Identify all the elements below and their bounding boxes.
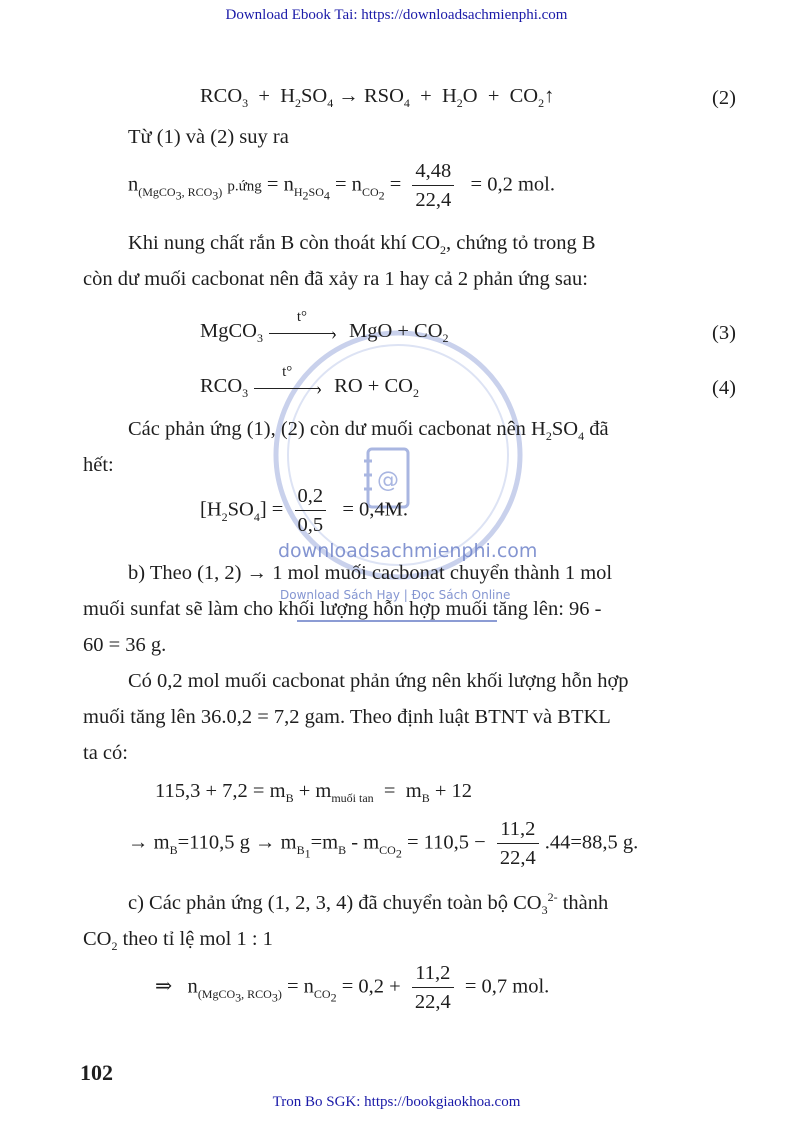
paragraph-line: Các phản ứng (1), (2) còn dư muối cacbonat nên $H_2SO_4$ đã	[128, 418, 609, 444]
equation-3: MgCO$_3$ t° › MgO + $CO_2$	[200, 309, 449, 346]
equation-2-tag: (2)	[712, 87, 736, 109]
equation-3-tag: (3)	[712, 322, 736, 344]
paragraph-line: còn dư muối cacbonat nên đã xảy ra 1 hay cả 2 phản ứng sau:	[83, 268, 588, 290]
header-link[interactable]: Download Ebook Tai: https://downloadsachmienphi.com	[225, 7, 568, 23]
watermark-title: downloadsachmienphi.com	[278, 540, 538, 562]
equation-4: $RCO_3$ t° › RO + $CO_2$	[200, 364, 419, 401]
paragraph-line: Từ (1) và (2) suy ra	[128, 126, 289, 148]
formula-mass-b: → $m_B=110,5$ $g \to m_{B_1}=m_B - m_{CO_2} = 110,5$ − $\frac{11,2}{22,4}$ .44=88,5 g.	[128, 818, 639, 869]
paragraph-line: $CO_2$ theo tỉ lệ mol 1 : 1	[83, 928, 273, 954]
fraction: $\frac{0,2}{0,5}$	[295, 485, 327, 537]
paragraph-line: muối sunfat sẽ làm cho khối lượng hỗn hợp muối tăng lên: 96 -	[83, 598, 602, 620]
paragraph-line: 60 = 36 g.	[83, 634, 167, 656]
paragraph-line: b) Theo (1, 2) → 1 mol muối cacbonat chuyển thành 1 mol	[128, 562, 613, 584]
paragraph-line: c) Các phản ứng (1, 2, 3, 4) đã chuyển toàn bộ $CO_3^{2-}$ thành	[128, 890, 609, 918]
formula-concentration: $[H_2SO_4]$ = $\frac{0,2}{0,5}$ = 0,4M.	[200, 485, 409, 536]
paragraph-line: Có 0,2 mol muối cacbonat phản ứng nên khối lượng hỗn hợp	[128, 670, 629, 692]
formula-n-reacted: $n_{(MgCO_3, RCO_3)}$ p.ứng = $n_{H_2SO_4} = n_{CO_2}$ = $\frac{4,48}{22,4}$ = 0,2 mol.	[128, 160, 555, 211]
fraction: $\frac{11,2}{22,4}$	[497, 818, 539, 870]
paragraph-line: Khi nung chất rắn B còn thoát khí $CO_2$, chứng tỏ trong B	[128, 232, 596, 258]
equation-2: $RCO_3 + H_2SO_4 \to RSO_4 + H_2O$ + $CO_2↑$	[200, 85, 555, 111]
fraction: $\frac{11,2}{22,4}$	[412, 962, 454, 1014]
page-number: 102	[80, 1060, 113, 1085]
formula-mass-balance: $115,3 + 7,2 = m_B + m_{muối tan} = m_B + 12$	[155, 780, 473, 806]
formula-total-mol: ⇒ $n_{(MgCO_3, RCO_3)} = n_{CO_2} = 0,2$ + $\frac{11,2}{22,4}$ = 0,7 mol.	[155, 962, 550, 1013]
watermark-subtitle: Download Sách Hay | Đọc Sách Online	[280, 588, 511, 602]
paragraph-line: hết:	[83, 454, 114, 476]
svg-text:@: @	[377, 468, 399, 493]
paragraph-line: muối tăng lên 36.0,2 = 7,2 gam. Theo định luật BTNT và BTKL	[83, 706, 611, 728]
fraction: $\frac{4,48}{22,4}$	[412, 160, 454, 212]
footer-link[interactable]: Tron Bo SGK: https://bookgiaokhoa.com	[272, 1094, 521, 1110]
paragraph-line: ta có:	[83, 742, 128, 764]
equation-4-tag: (4)	[712, 377, 736, 399]
